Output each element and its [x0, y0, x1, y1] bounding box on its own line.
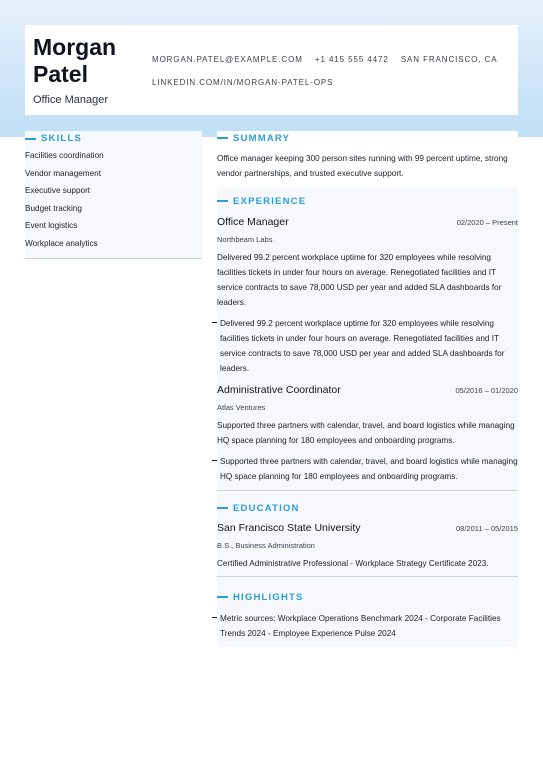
job-date: 05/2016 – 01/2020	[455, 386, 518, 395]
linkedin-line	[152, 78, 342, 87]
heading-bar-icon	[217, 507, 228, 509]
skill-item: Event logistics	[25, 221, 78, 230]
job-bullet: Delivered 99.2 percent workplace uptime for 320 employees while resolving facilities tickets in under four hours on average. Renegotiated facilities and IT service contracts to save 78,000 USD per year and added SLA dashboards for leaders.	[217, 316, 518, 376]
skill-item: Workplace analytics	[25, 238, 98, 248]
job-header	[217, 384, 518, 396]
company-name: Atlas Ventures	[217, 403, 266, 412]
skills-list	[25, 151, 202, 256]
highlights-bullet: Metric sources: Workplace Operations Benchmark 2024 - Corporate Facilities Trends 2024 - Employee Experience Pulse 2024	[217, 611, 518, 641]
job-description: Delivered 99.2 percent workplace uptime for 320 employees while resolving facilities tickets in under four hours on average. Renegotiated facilities and IT service contracts to save 78,000 USD per year and added SLA dashboards for leaders.	[217, 253, 502, 307]
location: SAN FRANCISCO, CA	[400, 55, 498, 64]
contact-line	[152, 55, 506, 64]
summary-section	[217, 131, 518, 187]
phone-number: +1 415 555 4472	[314, 55, 389, 64]
education-heading: EDUCATION	[217, 501, 518, 515]
certification-note: Certified Administrative Professional - Workplace Strategy Certificate 2023.	[217, 559, 489, 568]
highlights-section	[217, 577, 518, 647]
job-title: Administrative Coordinator	[217, 384, 341, 396]
summary-heading: SUMMARY	[217, 131, 518, 145]
section-divider	[217, 490, 518, 491]
skill-item: Budget tracking	[25, 203, 82, 213]
company-name: Northbeam Labs	[217, 235, 273, 244]
skills-heading: SKILLS	[25, 131, 202, 145]
job-bullet: Supported three partners with calendar, travel, and board logistics while managing HQ space planning for 180 employees and onboarding programs.	[217, 454, 518, 484]
job-description: Supported three partners with calendar, travel, and board logistics while managing HQ space planning for 180 employees and onboarding programs.	[217, 421, 515, 445]
summary-text: Office manager keeping 300 person sites running with 99 percent uptime, strong vendor partnerships, and trusted executive support.	[217, 154, 508, 178]
sidebar	[25, 131, 202, 259]
education-date: 08/2011 – 05/2015	[455, 524, 518, 533]
heading-bar-icon	[217, 596, 228, 598]
education-section	[217, 493, 518, 577]
heading-bar-icon	[217, 200, 228, 202]
job-entry	[217, 216, 518, 376]
heading-bar-icon	[217, 137, 228, 139]
email-link[interactable]: MORGAN.PATEL@EXAMPLE.COM	[152, 55, 303, 64]
job-entry	[217, 384, 518, 490]
skill-item: Facilities coordination	[25, 151, 104, 160]
skill-item: Vendor management	[25, 168, 102, 178]
linkedin-link[interactable]: LINKEDIN.COM/IN/MORGAN-PATEL-OPS	[152, 78, 334, 87]
job-title: Office Manager	[217, 216, 289, 228]
candidate-name: Morgan Patel	[33, 34, 117, 87]
header-card	[25, 25, 518, 115]
school-name: San Francisco State University	[217, 522, 361, 534]
heading-bar-icon	[25, 138, 36, 140]
degree: B.S., Business Administration	[217, 541, 315, 550]
main-column	[217, 131, 518, 647]
candidate-role: Office Manager	[33, 94, 109, 106]
experience-heading: EXPERIENCE	[217, 194, 518, 208]
experience-section	[217, 187, 518, 491]
education-header	[217, 522, 518, 534]
job-header	[217, 216, 518, 228]
job-date: 02/2020 – Present	[456, 218, 518, 227]
skill-item: Executive support	[25, 186, 91, 195]
highlights-heading: HIGHLIGHTS	[217, 590, 518, 604]
